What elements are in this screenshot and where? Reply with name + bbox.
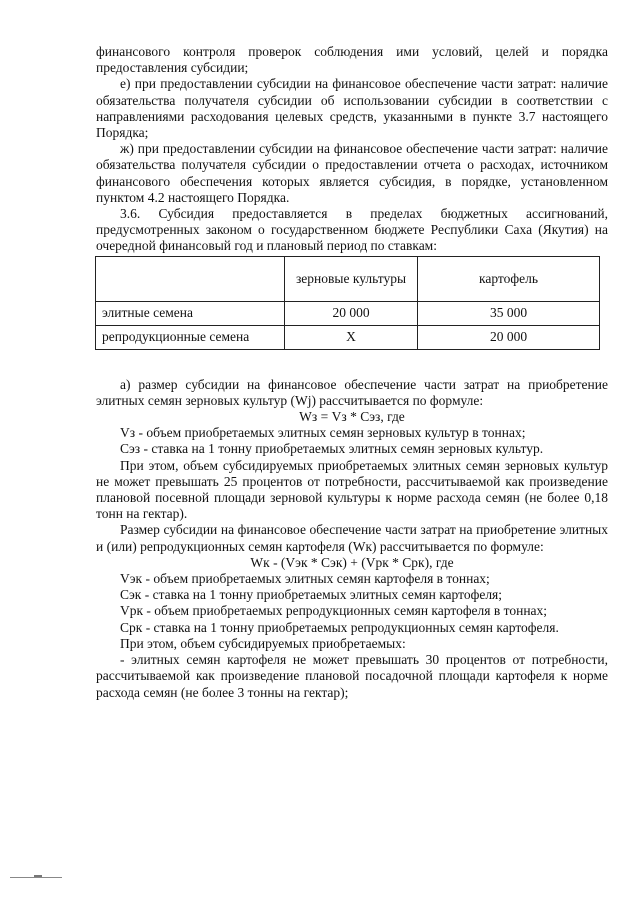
paragraph-e: е) при предоставлении субсидии на финансовое обеспечение части затрат: наличие обязательства получателя субсидии об использовании субсидии в соответствии с направлениями расходования целевых средств, указанными в пункте 3.7 настоящего Порядка; bbox=[96, 76, 608, 141]
table-cell-value: 20 000 bbox=[285, 301, 418, 325]
table-cell-value: 35 000 bbox=[418, 301, 600, 325]
paragraph-a: а) размер субсидии на финансовое обеспечение части затрат на приобретение элитных семян зерновых культур (Wj) рассчитывается по формуле: bbox=[96, 376, 608, 408]
paragraph-zh: ж) при предоставлении субсидии на финансовое обеспечение части затрат: наличие обязательства получателя субсидии о предоставлении отчета о расходах, источником финансового обеспечения которых является субсидия, в порядке, установленном пунктом 4.2 настоящего Порядка. bbox=[96, 141, 608, 205]
formula-grain: Wз = Vз * Cэз, где bbox=[299, 409, 405, 425]
table-spacer bbox=[96, 350, 608, 377]
table-header-grain: зерновые культуры bbox=[285, 256, 418, 301]
footnote-separator bbox=[10, 877, 62, 878]
paragraph-limit-grain: При этом, объем субсидируемых приобретаемых элитных семян зерновых культур не может превышать 25 процентов от потребности, рассчитываемой как произведение плановой посевной площади зерновой культуры к норме расхода семян (не более 0,18 тонн на гектар). bbox=[96, 457, 608, 522]
document-body bbox=[96, 44, 608, 701]
definition-line: Cрк - ставка на 1 тонну приобретаемых репродукционных семян картофеля. bbox=[120, 619, 559, 635]
formula-potato: Wк - (Vэк * Cэк) + (Vрк * Cрк), где bbox=[250, 554, 454, 570]
table-cell-label: элитные семена bbox=[96, 301, 285, 325]
table-cell-label: репродукционные семена bbox=[96, 325, 285, 349]
table-header-potato: картофель bbox=[418, 256, 600, 301]
definition-line: Cэк - ставка на 1 тонну приобретаемых элитных семян картофеля; bbox=[120, 587, 503, 603]
definition-line: Vрк - объем приобретаемых репродукционных семян картофеля в тоннах; bbox=[120, 603, 548, 619]
table-cell-value: 20 000 bbox=[418, 325, 600, 349]
table-cell-value: Х bbox=[285, 325, 418, 349]
paragraph-continuation: финансового контроля проверок соблюдения ими условий, целей и порядка предоставления субсидии; bbox=[96, 44, 608, 76]
definition-line: Vэк - объем приобретаемых элитных семян картофеля в тоннах; bbox=[120, 571, 490, 587]
definition-line: Vз - объем приобретаемых элитных семян зерновых культур в тоннах; bbox=[120, 425, 526, 441]
paragraph-volume-intro: При этом, объем субсидируемых приобретаемых: bbox=[120, 635, 406, 651]
table-header-row bbox=[96, 256, 600, 301]
table-row bbox=[96, 325, 600, 349]
paragraph-potato-intro: Размер субсидии на финансовое обеспечение части затрат на приобретение элитных и (или) репродукционных семян картофеля (Wк) рассчитывается по формуле: bbox=[96, 522, 608, 554]
separator-mark bbox=[34, 875, 42, 877]
rates-table bbox=[95, 256, 600, 350]
table-header-empty bbox=[96, 256, 285, 301]
paragraph-3-6: 3.6. Субсидия предоставляется в пределах бюджетных ассигнований, предусмотренных законом о государственном бюджете Республики Саха (Якутия) на очередной финансовый год и плановый период по ставкам: bbox=[96, 206, 608, 254]
paragraph-volume-item: - элитных семян картофеля не может превышать 30 процентов от потребности, рассчитываемой как произведение плановой посадочной площади картофеля к норме расхода семян (не более 3 тонны на гектар); bbox=[96, 652, 608, 700]
definition-line: Cэз - ставка на 1 тонну приобретаемых элитных семян зерновых культур. bbox=[120, 441, 544, 457]
table-row bbox=[96, 301, 600, 325]
